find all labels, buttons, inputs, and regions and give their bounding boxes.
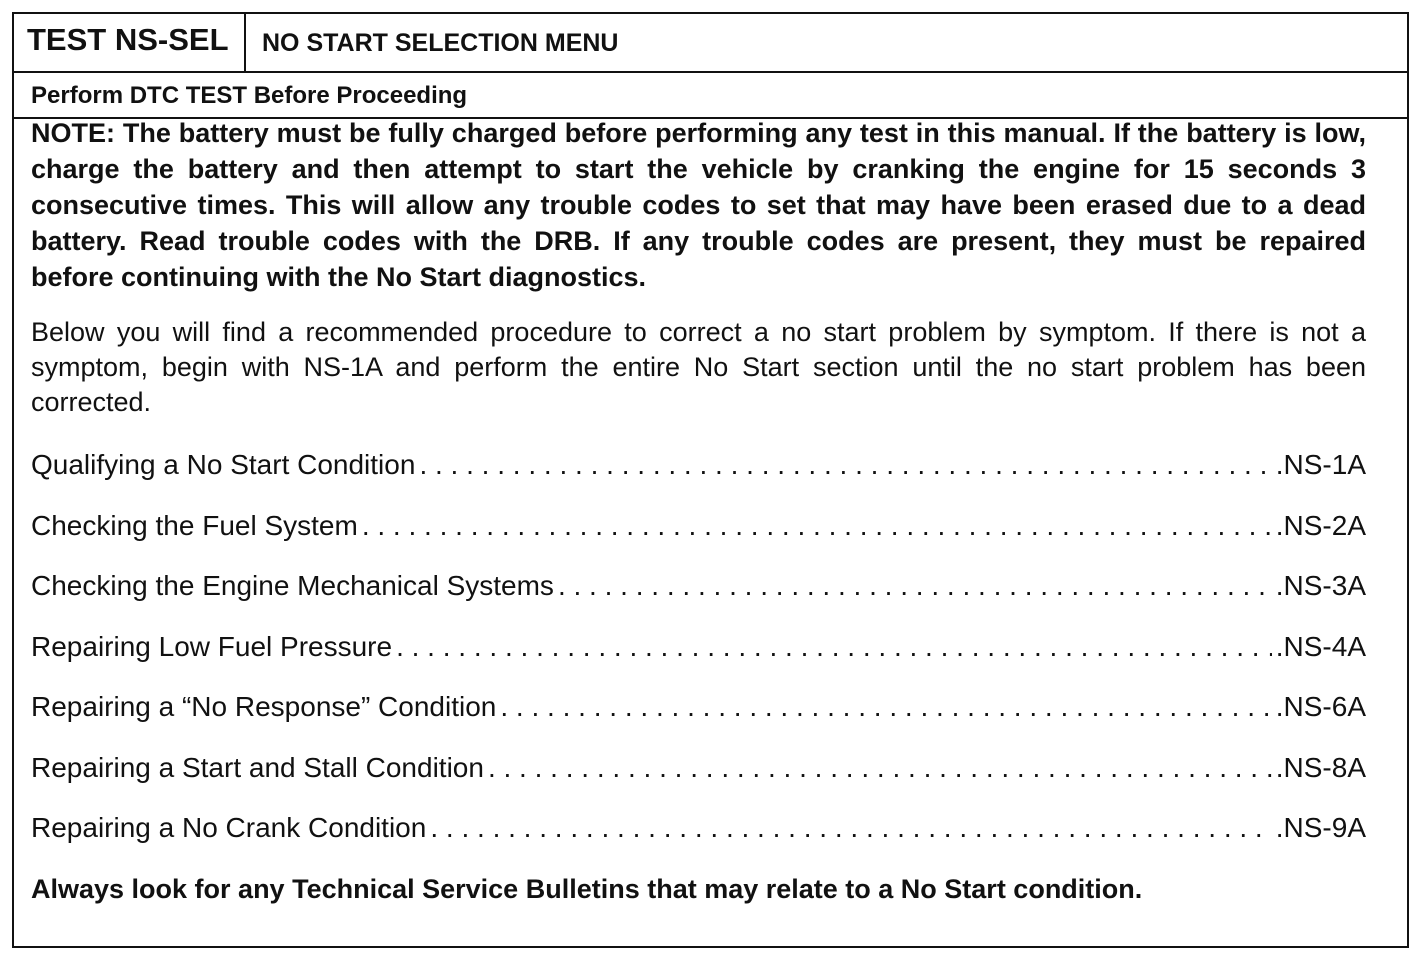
dot-leader [396, 630, 1272, 664]
procedure-ref: .NS-8A [1275, 751, 1366, 783]
procedure-label: Qualifying a No Start Condition [31, 449, 416, 480]
dot-leader [558, 569, 1272, 603]
procedure-list [31, 448, 1366, 872]
procedure-ref: .NS-1A [1275, 449, 1366, 480]
tsb-reminder: Always look for any Technical Service Bulletins that may relate to a No Start condition. [31, 873, 1143, 904]
procedure-label: Repairing a Start and Stall Condition [31, 751, 484, 783]
procedure-ref: .NS-4A [1275, 630, 1366, 662]
procedure-item[interactable] [31, 630, 1366, 691]
procedure-item[interactable] [31, 690, 1366, 751]
procedure-item[interactable] [31, 751, 1366, 812]
procedure-ref: .NS-3A [1275, 570, 1366, 601]
dot-leader [488, 751, 1272, 785]
subheader-text: Perform DTC TEST Before Proceeding [31, 82, 468, 109]
procedure-ref: .NS-9A [1275, 812, 1366, 843]
body-area [31, 115, 1366, 906]
page-title: NO START SELECTION MENU [262, 29, 619, 57]
procedure-ref: .NS-6A [1275, 691, 1366, 722]
header-row [14, 14, 1407, 73]
procedure-item[interactable] [31, 811, 1366, 872]
procedure-label: Checking the Engine Mechanical Systems [31, 570, 554, 601]
dot-leader [419, 448, 1271, 482]
procedure-item[interactable] [31, 448, 1366, 509]
procedure-item[interactable] [31, 509, 1366, 570]
subheader-row [14, 71, 1407, 119]
dot-leader [362, 509, 1272, 543]
procedure-label: Repairing a No Crank Condition [31, 812, 427, 843]
intro-paragraph: Below you will find a recommended procedure to correct a no start problem by symptom. If there is not a symptom, begin with NS-1A and perform the entire No Start section until the no start problem has been corrected. [31, 317, 1366, 417]
battery-note: NOTE: The battery must be fully charged before performing any test in this manual. If the battery is low, charge the battery and then attempt to start the vehicle by cranking the engine for 15 seconds 3 consecutive times. This will allow any trouble codes to set that may have been erased due to a dead battery. Read trouble codes with the DRB. If any trouble codes are present, they must be repaired before continuing with the No Start diagnostics. [31, 118, 1366, 292]
procedure-label: Repairing a “No Response” Condition [31, 691, 497, 722]
dot-leader [430, 811, 1271, 845]
procedure-label: Repairing Low Fuel Pressure [31, 630, 393, 662]
procedure-item[interactable] [31, 569, 1366, 630]
dot-leader [500, 690, 1271, 724]
procedure-label: Checking the Fuel System [31, 509, 358, 541]
test-id-label: TEST NS-SEL [14, 14, 246, 71]
procedure-ref: .NS-2A [1275, 509, 1366, 541]
